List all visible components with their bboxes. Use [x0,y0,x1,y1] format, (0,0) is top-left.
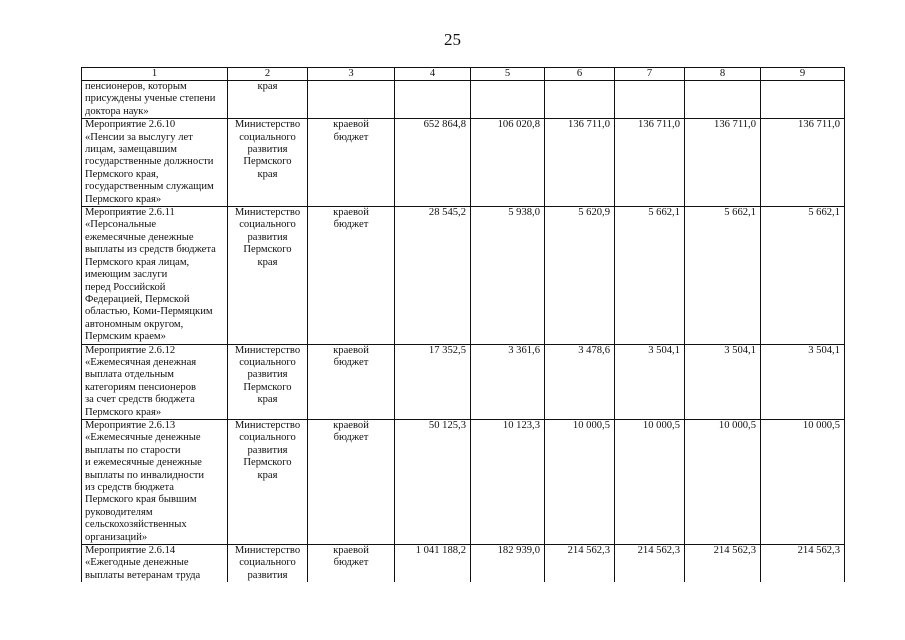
amount-cell: 10 000,5 [761,419,845,544]
executor-text-line: социального [239,356,296,368]
executor-text-line: края [257,81,278,92]
amount-cell [545,81,615,119]
measure-description-cell [82,81,228,119]
table-row [82,119,845,207]
amount-cell [615,81,685,119]
measure-text-line: выплаты по инвалидности [85,469,205,481]
executor-cell [228,419,308,544]
measure-text-line: Пермского края» [85,406,162,418]
funding-text-line: бюджет [333,219,369,231]
executor-cell [228,344,308,419]
amount-cell: 136 711,0 [761,119,845,207]
executor-text-line: края [257,256,278,268]
executor-text-line: развития [247,231,288,243]
amount-cell: 136 711,0 [545,119,615,207]
measure-text-line: государственным служащим [85,181,214,193]
executor-text-line: развития [247,369,288,381]
amount-cell: 1 041 188,2 [395,545,471,583]
executor-text-line: развития [247,444,288,456]
executor-text-line: Министерство [234,344,301,356]
funding-source-cell [308,81,395,119]
amount-cell [761,81,845,119]
funding-text-line: краевой [333,545,369,557]
funding-source-cell [308,119,395,207]
executor-text-line: Министерство [234,119,301,131]
measure-text-line: Федерацией, Пермской [85,293,190,305]
measure-text-line: Пермского края лицам, [85,256,190,268]
measure-text-line: Мероприятие 2.6.10 [85,119,176,131]
amount-cell: 3 504,1 [685,344,761,419]
executor-text-line: Министерство [234,545,301,557]
column-header: 6 [545,68,615,81]
executor-text-line: края [257,394,278,406]
executor-cell [228,545,308,583]
amount-cell: 652 864,8 [395,119,471,207]
executor-text-line: Пермского [243,244,292,256]
funding-text-line: бюджет [333,557,369,569]
measure-description-cell [82,545,228,583]
column-header: 1 [82,68,228,81]
funding-text-line: бюджет [333,356,369,368]
amount-cell: 3 478,6 [545,344,615,419]
amount-cell: 214 562,3 [545,545,615,583]
amount-cell: 5 938,0 [471,207,545,344]
measure-text-line: «Ежемесячная денежная [85,356,197,368]
executor-text-line: Пермского [243,156,292,168]
amount-cell: 214 562,3 [615,545,685,583]
amount-cell: 10 000,5 [685,419,761,544]
funding-text-line: бюджет [333,432,369,444]
executor-text-line: социального [239,219,296,231]
measure-text-line: ежемесячные денежные [85,231,194,243]
funding-source-cell [308,419,395,544]
measure-text-line: Пермского края» [85,193,162,205]
measure-text-line: автономным округом, [85,318,184,330]
executor-cell [228,119,308,207]
funding-text-line: краевой [333,119,369,131]
measure-text-line: присуждены ученые степени [85,93,216,105]
measure-text-line: выплата отдельным [85,369,174,381]
amount-cell: 10 000,5 [545,419,615,544]
amount-cell: 136 711,0 [615,119,685,207]
column-header: 3 [308,68,395,81]
executor-text-line: развития [247,569,288,581]
executor-text-line: развития [247,144,288,156]
program-table [81,67,845,582]
header-row [82,68,845,81]
amount-cell [471,81,545,119]
funding-text-line: краевой [333,344,369,356]
measure-text-line: Мероприятие 2.6.13 [85,419,176,431]
measure-text-line: «Пенсии за выслугу лет [85,131,193,143]
measure-text-line: пенсионеров, которым [85,81,187,92]
measure-text-line: имеющим заслуги [85,269,168,281]
executor-text-line: края [257,168,278,180]
amount-cell: 5 662,1 [761,207,845,344]
measure-text-line: из средств бюджета [85,482,174,493]
measure-text-line: за счет средств бюджета [85,394,195,406]
measure-description-cell [82,419,228,544]
column-header: 8 [685,68,761,81]
measure-text-line: областью, Коми-Пермяцким [85,306,213,318]
column-header: 7 [615,68,685,81]
measure-text-line: руководителям [85,506,153,518]
measure-text-line: доктора наук» [85,105,149,117]
measure-description-cell [82,119,228,207]
amount-cell: 136 711,0 [685,119,761,207]
column-header: 2 [228,68,308,81]
executor-text-line: Пермского [243,381,292,393]
column-header: 9 [761,68,845,81]
executor-cell [228,207,308,344]
executor-text-line: Министерство [234,207,301,219]
funding-source-cell [308,545,395,583]
amount-cell: 214 562,3 [685,545,761,583]
measure-text-line: Пермским краем» [85,331,166,343]
measure-text-line: Пермского края, [85,168,159,180]
amount-cell: 17 352,5 [395,344,471,419]
measure-text-line: Мероприятие 2.6.14 [85,545,176,557]
funding-text-line: краевой [333,419,369,431]
funding-source-cell [308,344,395,419]
measure-text-line: «Персональные [85,219,157,231]
measure-text-line: Пермского края бывшим [85,494,197,506]
measure-text-line: «Ежемесячные денежные [85,432,201,444]
executor-text-line: социального [239,432,296,444]
measure-text-line: организаций» [85,531,148,543]
funding-text-line: краевой [333,207,369,219]
measure-text-line: Мероприятие 2.6.12 [85,344,176,356]
amount-cell [685,81,761,119]
column-header: 5 [471,68,545,81]
amount-cell: 182 939,0 [471,545,545,583]
measure-description-cell [82,344,228,419]
table-row [82,344,845,419]
executor-text-line: края [257,469,278,481]
amount-cell: 3 361,6 [471,344,545,419]
amount-cell: 5 662,1 [685,207,761,344]
executor-cell [228,81,308,119]
measure-text-line: государственные должности [85,156,214,168]
measure-text-line: выплаты из средств бюджета [85,244,216,256]
table-row [82,419,845,544]
measure-text-line: сельскохозяйственных [85,519,187,531]
executor-text-line: Пермского [243,457,292,469]
executor-text-line: Министерство [234,419,301,431]
measure-text-line: категориям пенсионеров [85,381,196,393]
amount-cell: 10 123,3 [471,419,545,544]
funding-text-line: бюджет [333,131,369,143]
amount-cell: 50 125,3 [395,419,471,544]
amount-cell [395,81,471,119]
funding-source-cell [308,207,395,344]
measure-description-cell [82,207,228,344]
table-row [82,207,845,344]
amount-cell: 5 662,1 [615,207,685,344]
amount-cell: 214 562,3 [761,545,845,583]
amount-cell: 28 545,2 [395,207,471,344]
amount-cell: 106 020,8 [471,119,545,207]
amount-cell: 3 504,1 [761,344,845,419]
table-row [82,545,845,583]
measure-text-line: и ежемесячные денежные [85,457,202,469]
page-number: 25 [444,30,461,49]
measure-text-line: перед Российской [85,281,166,293]
measure-text-line: «Ежегодные денежные [85,557,189,569]
executor-text-line: социального [239,557,296,569]
measure-text-line: Мероприятие 2.6.11 [85,207,175,219]
table-row [82,81,845,119]
amount-cell: 5 620,9 [545,207,615,344]
amount-cell: 10 000,5 [615,419,685,544]
column-header: 4 [395,68,471,81]
measure-text-line: выплаты ветеранам труда [85,569,201,581]
executor-text-line: социального [239,131,296,143]
measure-text-line: лицам, замещавшим [85,144,178,156]
amount-cell: 3 504,1 [615,344,685,419]
measure-text-line: выплаты по старости [85,444,181,456]
